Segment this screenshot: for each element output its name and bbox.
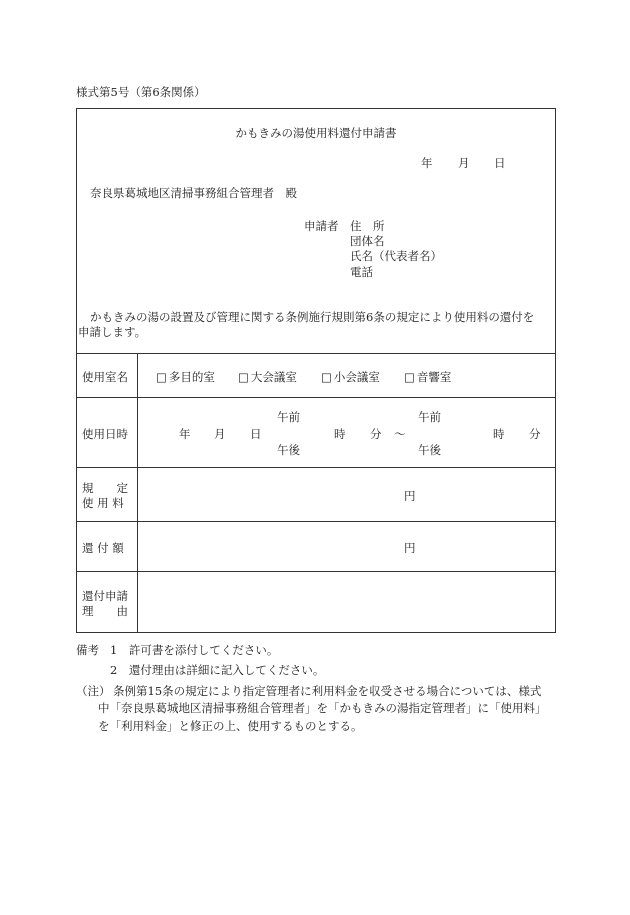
note-item-1: 1 許可書を添付してください。 <box>110 643 279 657</box>
fee-row-label-line-1: 規 定 <box>82 481 128 495</box>
start-am-label: 午前 <box>277 410 300 424</box>
caveat-line-1: 条例第15条の規定により指定管理者に利用料金を収受させる場合については、様式 <box>113 684 542 698</box>
datetime-day-label: 日 <box>250 427 262 441</box>
range-separator: 〜 <box>394 427 406 441</box>
date-day-label: 日 <box>494 156 506 170</box>
start-hour-label: 時 <box>334 427 346 441</box>
fee-unit: 円 <box>404 489 416 503</box>
caveat-prefix: （注） <box>76 684 111 698</box>
applicant-address-label: 住 所 <box>350 219 385 233</box>
caveat-line-3: を「利用料金」と修正の上、使用するものとする。 <box>98 719 363 733</box>
start-minute-label: 分 <box>370 427 382 441</box>
room-option-label: 音響室 <box>416 370 452 384</box>
room-option-multipurpose[interactable] <box>156 369 215 385</box>
table-divider <box>76 571 556 572</box>
reason-row-label-line-2: 理 由 <box>82 604 128 618</box>
form-number: 様式第5号（第6条関係） <box>76 85 206 99</box>
caveat-line-2: 中「奈良県葛城地区清掃事務組合管理者」を「かもきみの湯指定管理者」に「使用料」 <box>98 701 547 715</box>
room-option-small-meeting[interactable] <box>321 369 380 385</box>
datetime-row-label: 使用日時 <box>82 427 128 441</box>
form-title: かもきみの湯使用料還付申請書 <box>235 126 397 140</box>
datetime-year-label: 年 <box>179 427 191 441</box>
refund-row-label: 還 付 額 <box>82 541 124 555</box>
room-option-audio[interactable] <box>404 369 451 385</box>
applicant-org-label: 団体名 <box>350 234 385 248</box>
end-hour-label: 時 <box>493 427 505 441</box>
addressee: 奈良県葛城地区清掃事務組合管理者 殿 <box>90 186 297 200</box>
table-divider <box>76 397 556 398</box>
applicant-label: 申請者 <box>304 219 339 233</box>
refund-unit: 円 <box>404 541 416 555</box>
reason-row-label-line-1: 還付申請 <box>82 589 128 603</box>
table-column-divider <box>137 353 138 633</box>
end-minute-label: 分 <box>529 427 541 441</box>
date-year-label: 年 <box>421 156 433 170</box>
start-pm-label: 午後 <box>277 443 300 457</box>
note-item-2: 2 還付理由は詳細に記入してください。 <box>110 663 325 677</box>
room-option-large-meeting[interactable] <box>238 369 297 385</box>
fee-row-label-line-2: 使 用 料 <box>82 496 124 510</box>
applicant-phone-label: 電話 <box>350 265 373 279</box>
table-divider <box>76 521 556 522</box>
statement-line-1: かもきみの湯の設置及び管理に関する条例施行規則第6条の規定により使用料の還付を <box>90 310 535 324</box>
datetime-month-label: 月 <box>214 427 226 441</box>
room-option-label: 小会議室 <box>333 370 380 384</box>
table-divider <box>76 353 556 354</box>
statement-line-2: 申請します。 <box>78 325 147 339</box>
date-month-label: 月 <box>458 156 470 170</box>
applicant-name-label: 氏名（代表者名） <box>350 249 442 263</box>
room-option-label: 多目的室 <box>168 370 215 384</box>
table-divider <box>76 467 556 468</box>
end-pm-label: 午後 <box>418 443 441 457</box>
room-row-label: 使用室名 <box>82 370 128 384</box>
notes-heading: 備考 <box>76 643 99 657</box>
end-am-label: 午前 <box>418 410 441 424</box>
room-option-label: 大会議室 <box>250 370 297 384</box>
